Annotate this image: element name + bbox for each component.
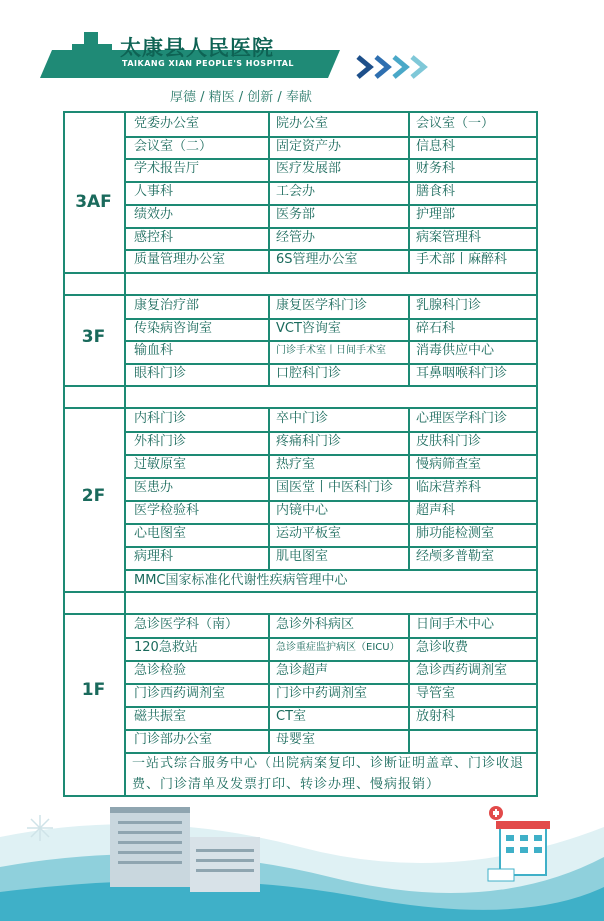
department-cell: 感控科 bbox=[134, 230, 174, 245]
department-cell: 急诊医学科（南） bbox=[134, 617, 239, 632]
department-cell: 门诊手术室丨日间手术室 bbox=[276, 345, 386, 356]
table-hline bbox=[124, 385, 538, 387]
floor-label-3f: 3F bbox=[81, 327, 106, 347]
department-cell: 绩效办 bbox=[134, 207, 174, 222]
department-cell: 会议室（一） bbox=[416, 116, 495, 131]
floor-label-2f: 2F bbox=[81, 486, 106, 506]
department-cell: 眼科门诊 bbox=[134, 366, 187, 381]
department-cell: 导管室 bbox=[416, 686, 456, 701]
footer-wave-graphic bbox=[0, 797, 604, 921]
department-cell: 医患办 bbox=[134, 480, 174, 495]
department-cell: 急诊重症监护病区（EICU） bbox=[276, 642, 400, 653]
department-cell: 学术报告厅 bbox=[134, 161, 200, 176]
department-cell: 经管办 bbox=[276, 230, 316, 245]
hospital-building-icon bbox=[110, 807, 260, 892]
department-cell: 病案管理科 bbox=[416, 230, 482, 245]
department-cell: 党委办公室 bbox=[134, 116, 200, 131]
department-cell: 皮肤科门诊 bbox=[416, 434, 482, 449]
floor-label-1f: 1F bbox=[81, 680, 106, 700]
department-cell: 碎石科 bbox=[416, 321, 456, 336]
department-cell: 护理部 bbox=[416, 207, 456, 222]
department-cell: 运动平板室 bbox=[276, 526, 342, 541]
department-cell: 医疗发展部 bbox=[276, 161, 342, 176]
department-cell: 输血科 bbox=[134, 343, 174, 358]
department-cell: 120急救站 bbox=[134, 640, 198, 655]
department-cell: 门诊部办公室 bbox=[134, 732, 213, 747]
mmc-center: MMC国家标准化代谢性疾病管理中心 bbox=[134, 573, 348, 588]
department-cell: 急诊检验 bbox=[134, 663, 187, 678]
department-cell: 门诊西药调剂室 bbox=[134, 686, 226, 701]
department-cell: 康复治疗部 bbox=[134, 298, 200, 313]
chevrons-icon bbox=[356, 54, 428, 80]
department-cell: 过敏原室 bbox=[134, 457, 187, 472]
department-cell: 6S管理办公室 bbox=[276, 252, 358, 267]
department-cell: 日间手术中心 bbox=[416, 617, 495, 632]
header bbox=[0, 0, 604, 110]
department-cell: 外科门诊 bbox=[134, 434, 187, 449]
department-cell: 肺功能检测室 bbox=[416, 526, 495, 541]
department-cell: 卒中门诊 bbox=[276, 411, 329, 426]
department-cell: 信息科 bbox=[416, 139, 456, 154]
department-cell: 病理科 bbox=[134, 549, 174, 564]
department-cell: 磁共振室 bbox=[134, 709, 187, 724]
department-cell: 工会办 bbox=[276, 184, 316, 199]
footer-illustration bbox=[0, 797, 604, 921]
one-stop-service-center: 一站式综合服务中心（出院病案复印、诊断证明盖章、门诊收退费、门诊清单及发票打印、转诊办理、慢病报销） bbox=[132, 756, 525, 792]
department-cell: 经颅多普勒室 bbox=[416, 549, 495, 564]
cartoon-hospital-icon bbox=[488, 806, 550, 881]
department-cell: 口腔科门诊 bbox=[276, 366, 342, 381]
motto: 厚德 / 精医 / 创新 / 奉献 bbox=[170, 90, 312, 105]
department-cell: 超声科 bbox=[416, 503, 456, 518]
department-cell: 热疗室 bbox=[276, 457, 316, 472]
table-hline bbox=[63, 591, 538, 593]
department-cell: 手术部丨麻醉科 bbox=[416, 252, 508, 267]
department-cell: 临床营养科 bbox=[416, 480, 482, 495]
table-hline bbox=[124, 204, 538, 206]
hospital-name-en: TAIKANG XIAN PEOPLE'S HOSPITAL bbox=[122, 59, 295, 68]
department-cell: VCT咨询室 bbox=[276, 321, 341, 336]
floor-label-3af: 3AF bbox=[75, 192, 112, 212]
department-cell: 急诊超声 bbox=[276, 663, 329, 678]
department-cell: 肌电图室 bbox=[276, 549, 329, 564]
department-cell: 放射科 bbox=[416, 709, 456, 724]
department-cell: 急诊外科病区 bbox=[276, 617, 355, 632]
department-cell: 医学检验科 bbox=[134, 503, 200, 518]
department-cell: 母婴室 bbox=[276, 732, 316, 747]
department-cell: 人事科 bbox=[134, 184, 174, 199]
department-cell: 固定资产办 bbox=[276, 139, 342, 154]
department-cell: 会议室（二） bbox=[134, 139, 213, 154]
department-cell: 慢病筛查室 bbox=[416, 457, 482, 472]
table-hline bbox=[124, 706, 538, 708]
department-cell: 急诊收费 bbox=[416, 640, 469, 655]
department-cell: 疼痛科门诊 bbox=[276, 434, 342, 449]
department-cell: 财务科 bbox=[416, 161, 456, 176]
department-cell: 传染病咨询室 bbox=[134, 321, 213, 336]
department-cell: 消毒供应中心 bbox=[416, 343, 495, 358]
department-cell: 耳鼻咽喉科门诊 bbox=[416, 366, 508, 381]
department-cell: 急诊西药调剂室 bbox=[416, 663, 508, 678]
table-hline bbox=[124, 181, 538, 183]
department-cell: 质量管理办公室 bbox=[134, 252, 226, 267]
department-cell: 内科门诊 bbox=[134, 411, 187, 426]
department-cell: 医务部 bbox=[276, 207, 316, 222]
department-cell: 乳腺科门诊 bbox=[416, 298, 482, 313]
department-cell: 内镜中心 bbox=[276, 503, 329, 518]
department-cell: 国医堂丨中医科门诊 bbox=[276, 480, 394, 495]
department-cell: 膳食科 bbox=[416, 184, 456, 199]
department-cell: 门诊中药调剂室 bbox=[276, 686, 368, 701]
department-cell: 心电图室 bbox=[134, 526, 187, 541]
department-cell: 康复医学科门诊 bbox=[276, 298, 368, 313]
department-cell: CT室 bbox=[276, 709, 307, 724]
department-cell: 心理医学科门诊 bbox=[416, 411, 508, 426]
table-hline bbox=[124, 272, 538, 274]
hospital-name: 太康县人民医院 bbox=[120, 36, 274, 60]
department-cell: 院办公室 bbox=[276, 116, 329, 131]
